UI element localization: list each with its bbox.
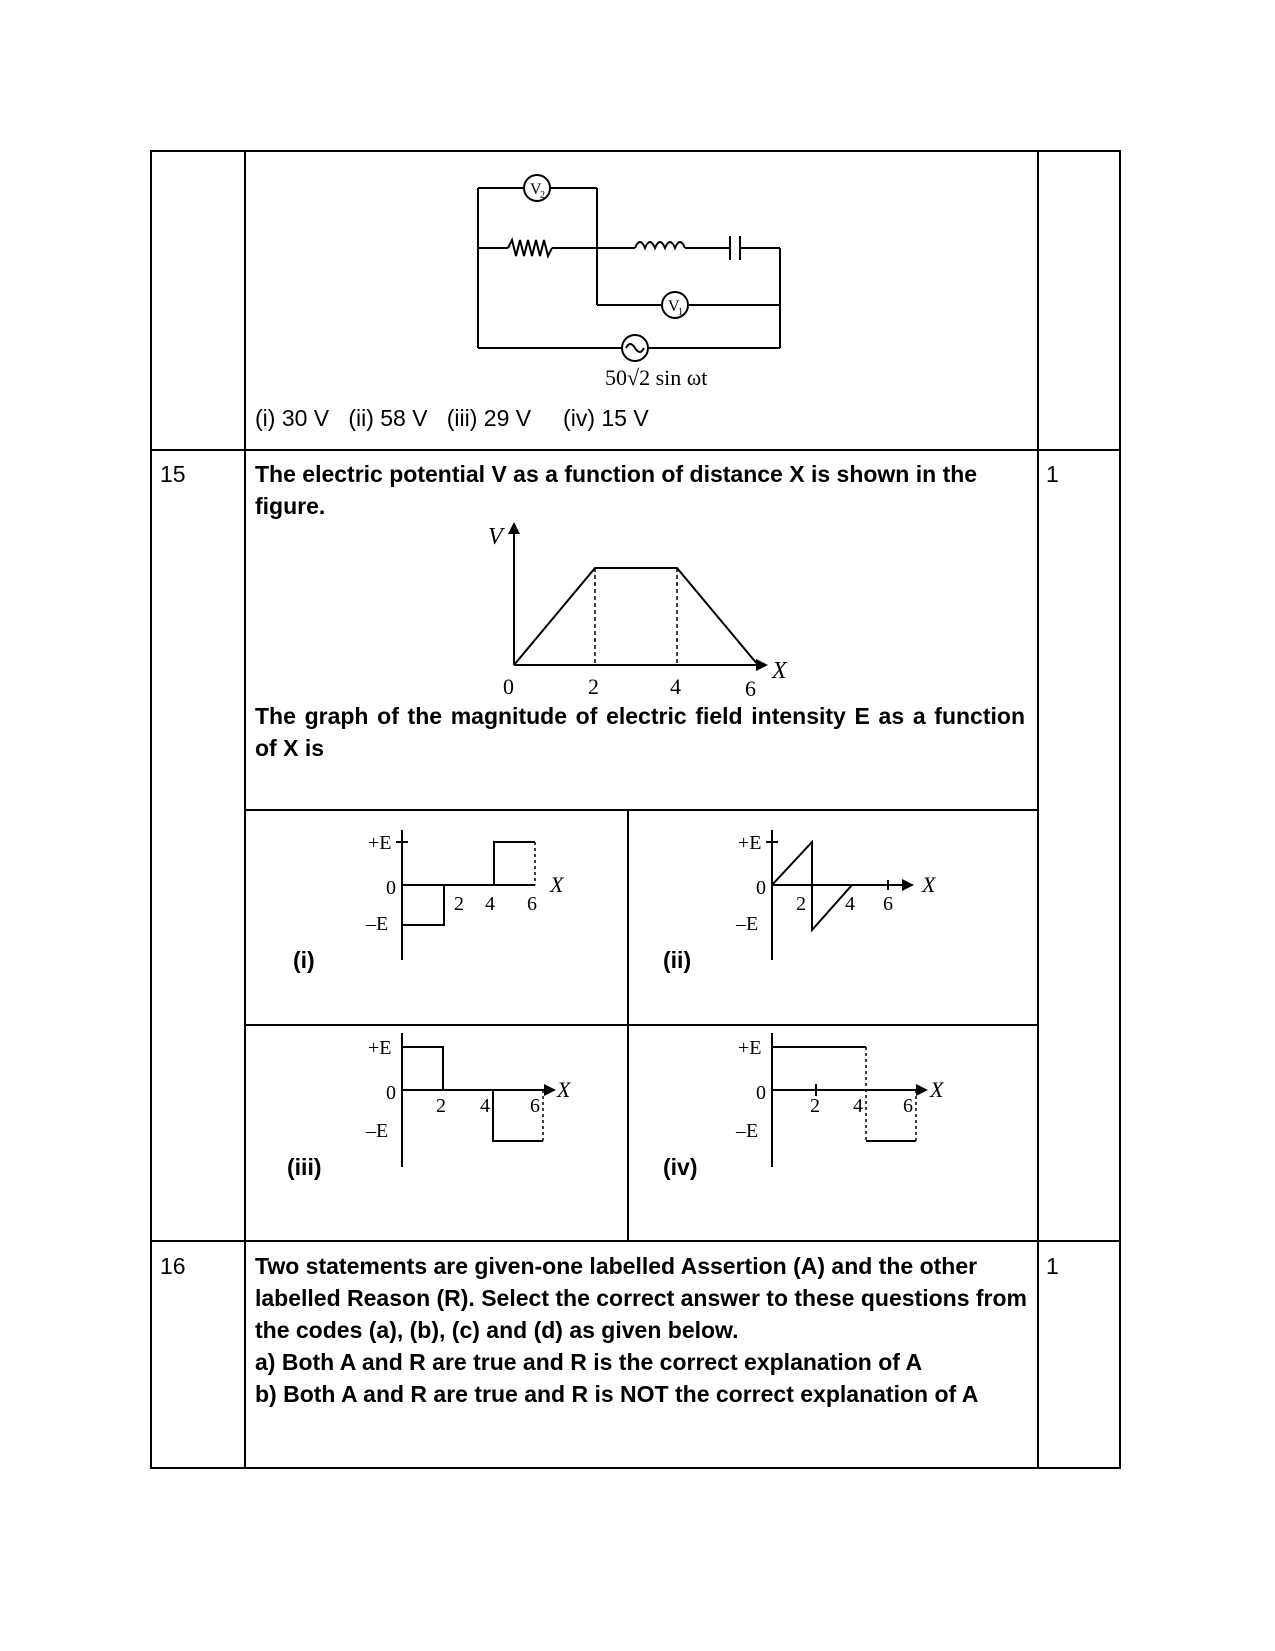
option-ii-plus-e: +E bbox=[738, 832, 762, 854]
option-iv-tick-2: 2 bbox=[810, 1095, 820, 1117]
q15-question-text: The electric potential V as a function of distance X is shown in the figure. bbox=[255, 461, 978, 519]
option-iv-tick-4: 4 bbox=[853, 1095, 863, 1117]
v1-meter-subscript: 1 bbox=[678, 307, 683, 318]
option-iii-plus-e: +E bbox=[368, 1037, 392, 1059]
q15-option-iv-graph bbox=[720, 1025, 960, 1175]
option-ii-x-label: X bbox=[922, 872, 936, 897]
option-i-plus-e: +E bbox=[368, 832, 392, 854]
q15-marks: 1 bbox=[1046, 461, 1059, 487]
q15-sub-question: The graph of the magnitude of electric field intensity E as a function of X is bbox=[255, 703, 1025, 761]
q15-option-iv-label: (iv) bbox=[663, 1154, 698, 1180]
option-i-x-label: X bbox=[550, 872, 564, 897]
option-iv-minus-e: –E bbox=[736, 1120, 759, 1142]
option-iii-minus-e: –E bbox=[366, 1120, 389, 1142]
table-border-top bbox=[150, 150, 1121, 152]
table-border-right bbox=[1119, 150, 1121, 1469]
v-axis-label: V bbox=[488, 524, 503, 550]
option-i-tick-2: 2 bbox=[454, 893, 464, 915]
option-iii-x-label: X bbox=[557, 1077, 571, 1102]
q16-question-text: Two statements are given-one labelled Assertion (A) and the other labelled Reason (R). Select the correct answer to these questions from the codes (a), (b), (c) and (d) as given below. bbox=[255, 1253, 1027, 1343]
q14-options bbox=[255, 402, 649, 434]
v-graph-tick-0: 0 bbox=[503, 674, 514, 699]
q16-question bbox=[255, 1250, 1030, 1410]
option-iii-tick-2: 2 bbox=[436, 1095, 446, 1117]
v-graph-tick-2: 2 bbox=[588, 674, 599, 699]
option-ii-tick-4: 4 bbox=[845, 893, 855, 915]
option-i-tick-6: 6 bbox=[527, 893, 537, 915]
option-ii-zero: 0 bbox=[756, 877, 766, 899]
q15-number: 15 bbox=[160, 461, 186, 487]
q16-option-a: a) Both A and R are true and R is the correct explanation of A bbox=[255, 1349, 923, 1375]
table-border-left bbox=[150, 150, 152, 1469]
q15-option-i-graph bbox=[350, 820, 590, 970]
q15-option-iii-label: (iii) bbox=[287, 1154, 322, 1180]
q15-option-ii-label: (ii) bbox=[663, 947, 692, 973]
q14-circuit-diagram bbox=[440, 160, 800, 400]
row-divider-15 bbox=[150, 449, 1121, 451]
q16-number: 16 bbox=[160, 1253, 186, 1279]
q14-option-iv: (iv) 15 V bbox=[563, 405, 649, 431]
q14-option-i: (i) 30 V bbox=[255, 405, 330, 431]
option-i-zero: 0 bbox=[386, 877, 396, 899]
row-divider-16 bbox=[150, 1240, 1121, 1242]
option-i-minus-e: –E bbox=[366, 913, 389, 935]
option-iv-zero: 0 bbox=[756, 1082, 766, 1104]
q15-potential-graph bbox=[470, 520, 810, 700]
x-axis-label: X bbox=[772, 658, 787, 684]
option-i-tick-4: 4 bbox=[485, 893, 495, 915]
q15-option-iii-graph bbox=[350, 1025, 590, 1175]
q16-marks: 1 bbox=[1046, 1253, 1059, 1279]
option-iv-tick-6: 6 bbox=[903, 1095, 913, 1117]
v-graph-tick-6: 6 bbox=[745, 676, 756, 700]
v-graph-tick-4: 4 bbox=[670, 674, 681, 699]
q15-option-ii-graph bbox=[720, 820, 960, 970]
ac-source-label: 50√2 sin ωt bbox=[605, 365, 708, 390]
option-iii-tick-6: 6 bbox=[530, 1095, 540, 1117]
q16-option-b: b) Both A and R are true and R is NOT the correct explanation of A bbox=[255, 1381, 979, 1407]
options-grid-top bbox=[244, 809, 1039, 811]
q14-option-ii: (ii) 58 V bbox=[348, 405, 428, 431]
option-iv-x-label: X bbox=[930, 1077, 944, 1102]
table-border-bottom bbox=[150, 1467, 1121, 1469]
option-ii-minus-e: –E bbox=[736, 913, 759, 935]
option-ii-tick-6: 6 bbox=[883, 893, 893, 915]
q14-option-iii: (iii) 29 V bbox=[446, 405, 532, 431]
v1-meter-label: V bbox=[668, 298, 680, 315]
v2-meter-subscript: 2 bbox=[540, 190, 545, 201]
q15-option-i-label: (i) bbox=[293, 947, 315, 973]
option-ii-tick-2: 2 bbox=[796, 893, 806, 915]
option-iii-zero: 0 bbox=[386, 1082, 396, 1104]
option-iv-plus-e: +E bbox=[738, 1037, 762, 1059]
v2-meter-label: V bbox=[530, 181, 542, 198]
option-iii-tick-4: 4 bbox=[480, 1095, 490, 1117]
